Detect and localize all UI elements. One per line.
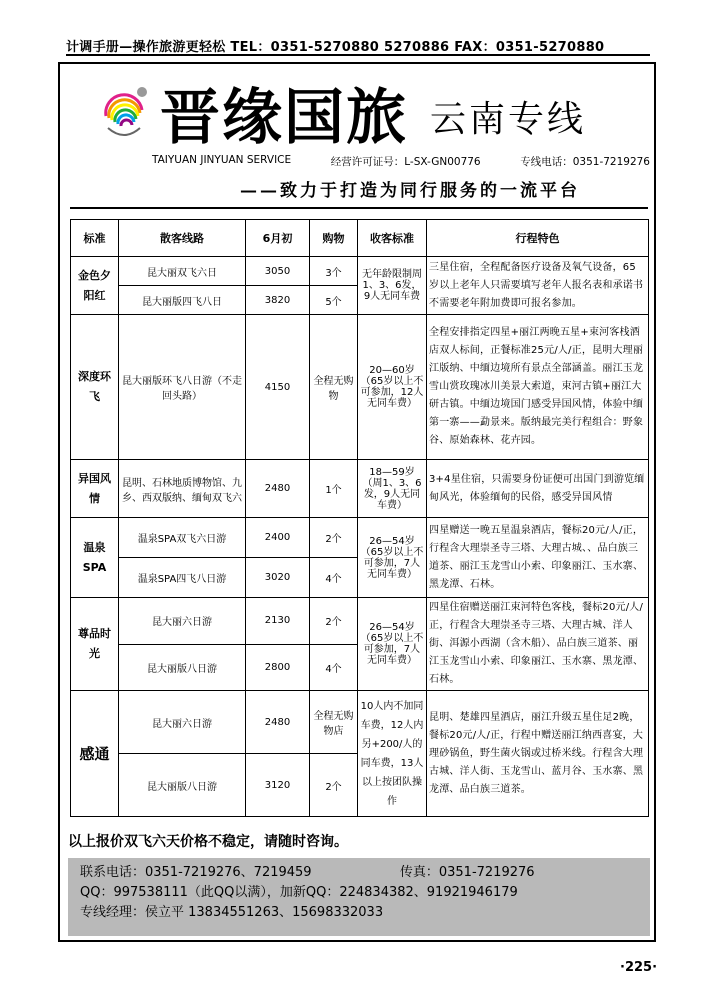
category-cell: 温泉SPA <box>71 518 119 598</box>
feature-cell: 四星赠送一晚五星温泉酒店，餐标20元/人/正，行程含大理崇圣寺三塔、大理古城、、品白族三道茶、丽江玉龙雪山小索、印象丽江、玉水寨、黑龙潭、石林。 <box>427 518 649 598</box>
shopping-cell: 全程无购物 <box>310 315 358 460</box>
criteria-cell: 26—54岁（65岁以上不可参加，7人无同车费） <box>358 518 427 598</box>
header-price: 6月初 <box>246 220 310 257</box>
category-cell: 金色夕阳红 <box>71 257 119 315</box>
feature-cell: 全程安排指定四星+丽江两晚五星+束河客栈酒店双人标间，正餐标准25元/人/正，昆明大理丽江版纳、中缅边境所有景点全部涵盖。丽江玉龙雪山赏玫瑰冰川美景大索道，束河古镇+丽江大研古镇。中缅边境国门感受异国风情，体验中缅第一寨——勐景来。版纳最完美行程组合：野象谷、原始森林、花卉园。 <box>427 315 649 460</box>
brand-name: 晋缘国旅 <box>160 83 408 153</box>
criteria-cell: 无年龄限制周1、3、6发，9人无同车费 <box>358 257 427 315</box>
criteria-cell: 18—59岁（周1、3、6发，9人无同车费） <box>358 460 427 518</box>
route-cell: 昆大丽六日游 <box>119 691 246 754</box>
shopping-cell: 3个 <box>310 257 358 286</box>
category-cell: 异国风情 <box>71 460 119 518</box>
shopping-cell: 4个 <box>310 558 358 598</box>
hotline: 专线电话：0351-7219276 <box>520 156 650 168</box>
table-header-row <box>71 220 649 257</box>
table-row <box>71 257 649 286</box>
table-row <box>71 598 649 645</box>
route-price-table <box>70 219 649 817</box>
shopping-cell: 5个 <box>310 286 358 315</box>
slogan: ——致力于打造为同行服务的一流平台 <box>240 181 580 201</box>
route-cell: 昆大丽版环飞八日游（不走回头路） <box>119 315 246 460</box>
price-cell: 3020 <box>246 558 310 598</box>
shopping-cell: 2个 <box>310 518 358 558</box>
route-cell: 昆大丽版四飞八日 <box>119 286 246 315</box>
feature-cell: 3+4星住宿，只需要身份证便可出国门到游览缅甸风光，体验缅甸的民俗，感受异国风情 <box>427 460 649 518</box>
shopping-cell: 1个 <box>310 460 358 518</box>
criteria-cell: 26—54岁（65岁以上不可参加，7人无同车费） <box>358 598 427 691</box>
price-cell: 2130 <box>246 598 310 645</box>
shopping-cell: 2个 <box>310 598 358 645</box>
shopping-cell: 2个 <box>310 754 358 817</box>
feature-cell: 昆明、楚雄四星酒店，丽江升级五星住足2晚，餐标20元/人/正，行程中赠送丽江纳西喜宴，大理砂锅鱼，野生菌火锅或过桥米线。行程含大理古城、洋人街、玉龙雪山、蓝月谷、玉水寨、黑龙潭、品白族三道茶。 <box>427 691 649 817</box>
table-row <box>71 315 649 460</box>
price-cell: 2400 <box>246 518 310 558</box>
contact-box <box>68 858 650 936</box>
route-cell: 昆大丽版八日游 <box>119 754 246 817</box>
price-cell: 2480 <box>246 691 310 754</box>
header-criteria: 收客标准 <box>358 220 427 257</box>
criteria-cell: 10人内不加同车费，12人内另+200/人的同车费，13人以上按团队操作 <box>358 691 427 817</box>
feature-cell: 四星住宿赠送丽江束河特色客栈，餐标20元/人/正，行程含大理崇圣寺三塔、大理古城、洋人街、洱源小西湖（含木船）、品白族三道茶、丽江玉龙雪山小索、印象丽江、玉水寨、黑龙潭、石林。 <box>427 598 649 691</box>
table-row <box>71 518 649 558</box>
route-cell: 昆明、石林地质博物馆、九乡、西双版纳、缅甸双飞六 <box>119 460 246 518</box>
category-cell: 深度环飞 <box>71 315 119 460</box>
route-cell: 温泉SPA双飞六日游 <box>119 518 246 558</box>
page-number: ·225· <box>620 960 658 975</box>
price-cell: 3820 <box>246 286 310 315</box>
price-cell: 2800 <box>246 644 310 691</box>
price-cell: 4150 <box>246 315 310 460</box>
category-cell: 感通 <box>71 691 119 817</box>
license-number: 经营许可证号：L-SX-GN00776 <box>330 156 481 168</box>
contact-fax: 传真：0351-7219276 <box>399 865 535 880</box>
route-cell: 昆大丽双飞六日 <box>119 257 246 286</box>
company-logo <box>96 80 152 154</box>
table-row <box>71 691 649 754</box>
contact-qq: QQ：997538111（此QQ以满），加新QQ：224834382、91921946179 <box>80 885 518 900</box>
contact-manager: 专线经理：侯立平 13834551263、15698332033 <box>80 905 384 920</box>
shopping-cell: 4个 <box>310 644 358 691</box>
feature-cell: 三星住宿，全程配备医疗设备及氧气设备，65岁以上老年人只需要填写老年人报名表和承诺书不需要老年附加费即可报名参加。 <box>427 257 649 315</box>
category-cell: 尊品时光 <box>71 598 119 691</box>
route-cell: 昆大丽六日游 <box>119 598 246 645</box>
price-cell: 3120 <box>246 754 310 817</box>
header-shopping: 购物 <box>310 220 358 257</box>
shopping-cell: 全程无购物店 <box>310 691 358 754</box>
company-info-line <box>152 154 650 169</box>
price-notice: 以上报价双飞六天价格不稳定，请随时咨询。 <box>68 834 348 850</box>
header-standard: 标准 <box>71 220 119 257</box>
brand-subtitle: 云南专线 <box>430 99 587 140</box>
price-cell: 3050 <box>246 257 310 286</box>
table-row <box>71 460 649 518</box>
contact-phone: 联系电话：0351-7219276、7219459 <box>80 865 312 880</box>
english-name: TAIYUAN JINYUAN SERVICE <box>152 154 292 166</box>
criteria-cell: 20—60岁（65岁以上不可参加，12人无同车费） <box>358 315 427 460</box>
route-cell: 昆大丽版八日游 <box>119 644 246 691</box>
price-cell: 2480 <box>246 460 310 518</box>
header-feature: 行程特色 <box>427 220 649 257</box>
contact-phone-line <box>80 863 650 883</box>
route-cell: 温泉SPA四飞八日游 <box>119 558 246 598</box>
divider <box>70 207 648 209</box>
top-banner: 计调手册—操作旅游更轻松 TEL：0351-5270880 5270886 FAX：0351-5270880 <box>66 36 650 56</box>
header-route: 散客线路 <box>119 220 246 257</box>
